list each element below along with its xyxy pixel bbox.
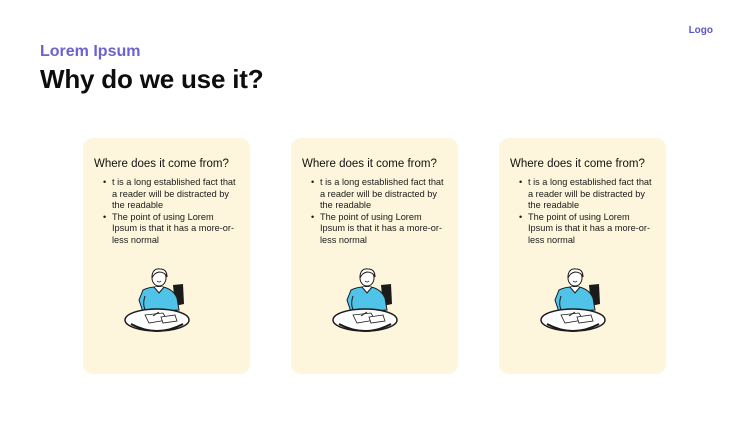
card-bullet-list <box>302 177 448 246</box>
card-title: Where does it come from? <box>94 158 229 170</box>
info-card <box>499 138 666 374</box>
card-bullet-list <box>94 177 240 246</box>
card-bullet: • t is a long established fact that a reader will be distracted by the readable <box>312 177 448 212</box>
card-bullet: • The point of using Lorem Ipsum is that it has a more-or-less normal <box>312 212 448 247</box>
person-at-desk-writing-illustration <box>331 268 403 336</box>
card-bullet: • t is a long established fact that a reader will be distracted by the readable <box>104 177 240 212</box>
logo: Logo <box>688 25 713 36</box>
card-title: Where does it come from? <box>510 158 645 170</box>
card-bullet: • The point of using Lorem Ipsum is that it has a more-or-less normal <box>520 212 656 247</box>
person-at-desk-writing-illustration <box>539 268 611 336</box>
info-card <box>291 138 458 374</box>
card-bullet: • t is a long established fact that a reader will be distracted by the readable <box>520 177 656 212</box>
person-at-desk-writing-illustration <box>123 268 195 336</box>
page-title: Why do we use it? <box>40 64 264 94</box>
card-bullet: • The point of using Lorem Ipsum is that it has a more-or-less normal <box>104 212 240 247</box>
card-bullet-list <box>510 177 656 246</box>
info-card <box>83 138 250 374</box>
eyebrow-label: Lorem Ipsum <box>40 43 141 60</box>
card-title: Where does it come from? <box>302 158 437 170</box>
